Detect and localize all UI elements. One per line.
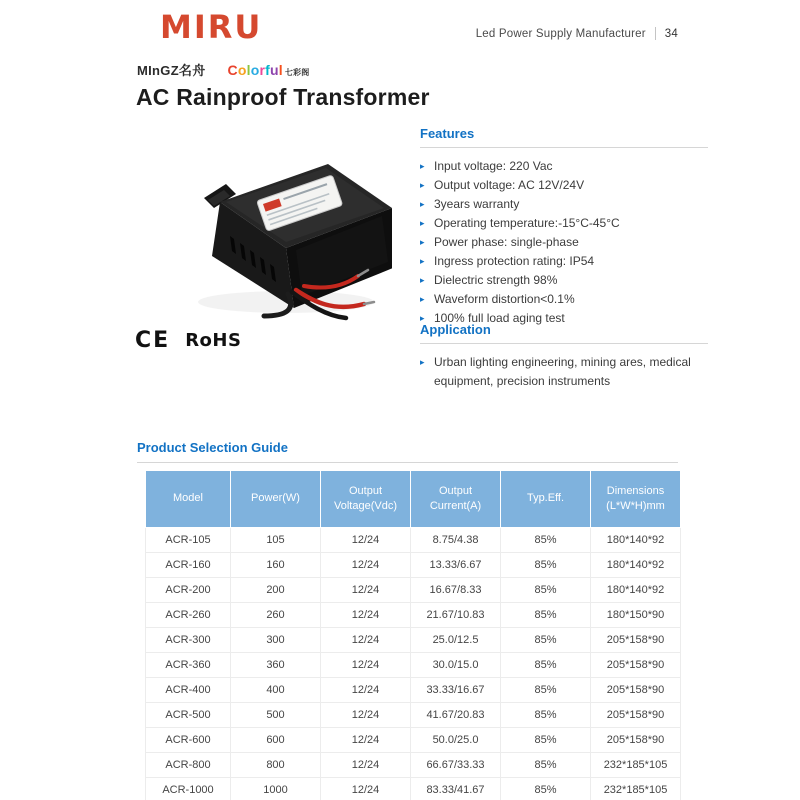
table-cell: 12/24 [321,778,411,800]
brand-row [137,60,309,79]
table-cell: 12/24 [321,528,411,553]
table-cell: 85% [501,678,591,703]
list-item-text: 3years warranty [434,197,520,211]
table-cell: 200 [231,578,321,603]
list-item [420,176,702,195]
table-header-row [146,471,681,528]
list-item [420,195,702,214]
table-cell: 180*140*92 [591,578,681,603]
header-divider [655,27,656,40]
brand-colorful-letter: o [237,62,247,78]
table-cell: 33.33/16.67 [411,678,501,703]
application-heading: Application [420,322,708,344]
brand-colorful-letter: l [246,62,251,78]
table-cell: 8.75/4.38 [411,528,501,553]
table-column-header: Output Current(A) [411,471,501,528]
brand-colorful-letter: l [278,62,283,78]
table-cell: 205*158*90 [591,653,681,678]
bullet-icon: ▸ [420,199,425,209]
table-cell: ACR-105 [146,528,231,553]
table-cell: ACR-260 [146,603,231,628]
rohs-mark: RoHS [185,330,242,351]
application-list [420,353,708,391]
list-item [420,233,702,252]
features-section [420,126,708,328]
table-cell: 66.67/33.33 [411,753,501,778]
table-cell: 232*185*105 [591,778,681,800]
list-item [420,157,702,176]
list-item-text: Waveform distortion<0.1% [434,292,575,306]
table-cell: 232*185*105 [591,753,681,778]
table-row [146,778,681,800]
table-cell: 12/24 [321,678,411,703]
bullet-icon: ▸ [420,275,425,285]
table-cell: 12/24 [321,653,411,678]
table-cell: 205*158*90 [591,678,681,703]
list-item [420,214,702,233]
table-cell: 85% [501,728,591,753]
bullet-icon: ▸ [420,180,425,190]
table-cell: 105 [231,528,321,553]
table-row [146,603,681,628]
selection-guide-table [145,470,681,800]
table-cell: 25.0/12.5 [411,628,501,653]
list-item [420,271,702,290]
list-item-text: Dielectric strength 98% [434,273,558,287]
table-row [146,553,681,578]
table-row [146,703,681,728]
table-cell: 360 [231,653,321,678]
table-cell: 500 [231,703,321,728]
list-item-text: Urban lighting engineering, mining ares, medical equipment, precision instruments [434,355,691,388]
table-cell: 30.0/15.0 [411,653,501,678]
page-title: AC Rainproof Transformer [136,84,430,110]
table-cell: 300 [231,628,321,653]
table-cell: 21.67/10.83 [411,603,501,628]
list-item [420,252,702,271]
table-row [146,653,681,678]
application-section [420,322,708,391]
brand-name-mingz: MInGZ名舟 [137,63,206,78]
table-cell: 205*158*90 [591,628,681,653]
table-cell: ACR-200 [146,578,231,603]
selection-guide-heading: Product Selection Guide [137,440,678,463]
table-cell: ACR-800 [146,753,231,778]
bullet-icon: ▸ [420,237,425,247]
table-cell: 85% [501,628,591,653]
features-heading: Features [420,126,708,148]
features-list [420,157,708,328]
table-row [146,753,681,778]
brand-colorful-letter: C [227,62,238,78]
table-cell: 85% [501,578,591,603]
table-cell: 85% [501,753,591,778]
table-cell: 180*140*92 [591,553,681,578]
list-item [420,290,702,309]
table-cell: 85% [501,653,591,678]
list-item-text: Output voltage: AC 12V/24V [434,178,585,192]
table-row [146,678,681,703]
header-tagline-row [476,27,678,40]
table-column-header: Dimensions (L*W*H)mm [591,471,681,528]
company-logo: MIRU [160,8,263,46]
brand-colorful-word [228,62,283,78]
brand-colorful-letter: u [270,62,279,78]
table-column-header: Typ.Eff. [501,471,591,528]
table-cell: 85% [501,553,591,578]
list-item-text: Power phase: single-phase [434,235,579,249]
bullet-icon: ▸ [420,161,425,171]
table-cell: 85% [501,603,591,628]
list-item-text: Operating temperature:-15°C-45°C [434,216,620,230]
table-cell: 12/24 [321,603,411,628]
table-cell: ACR-300 [146,628,231,653]
table-cell: 16.67/8.33 [411,578,501,603]
table-cell: 12/24 [321,753,411,778]
table-cell: 12/24 [321,553,411,578]
table-cell: ACR-600 [146,728,231,753]
table-cell: 41.67/20.83 [411,703,501,728]
table-cell: 83.33/41.67 [411,778,501,800]
table-row [146,628,681,653]
certification-row [135,328,241,353]
bullet-icon: ▸ [420,294,425,304]
product-photo [168,144,392,324]
bullet-icon: ▸ [420,256,425,266]
table-cell: 85% [501,528,591,553]
table-cell: 13.33/6.67 [411,553,501,578]
table-cell: ACR-400 [146,678,231,703]
list-item-text: 100% full load aging test [434,311,565,325]
table-cell: 180*140*92 [591,528,681,553]
table-cell: 85% [501,703,591,728]
table-cell: 160 [231,553,321,578]
bullet-icon: ▸ [420,357,425,367]
table-cell: 1000 [231,778,321,800]
table-cell: 180*150*90 [591,603,681,628]
table-cell: 260 [231,603,321,628]
header-tagline: Led Power Supply Manufacturer [475,27,646,40]
table-cell: ACR-500 [146,703,231,728]
table-cell: 600 [231,728,321,753]
list-item [420,353,702,391]
table-cell: ACR-160 [146,553,231,578]
table-column-header: Output Voltage(Vdc) [321,471,411,528]
table-row [146,528,681,553]
table-cell: 12/24 [321,628,411,653]
table-body [146,528,681,800]
table-cell: 205*158*90 [591,728,681,753]
brand-colorful-suffix: 七彩阁 [284,68,310,77]
brand-colorful-letter: o [250,62,260,78]
brand-colorful-letter: r [259,62,266,78]
bullet-icon: ▸ [420,218,425,228]
table-column-header: Model [146,471,231,528]
table-cell: 205*158*90 [591,703,681,728]
brand-colorful-letter: f [265,62,271,78]
table-cell: 12/24 [321,728,411,753]
bullet-icon: ▸ [420,313,425,323]
table-cell: 400 [231,678,321,703]
table-cell: 12/24 [321,703,411,728]
table-cell: 50.0/25.0 [411,728,501,753]
table-cell: 85% [501,778,591,800]
table-cell: 800 [231,753,321,778]
brand-name-colorful [228,62,310,78]
table-row [146,578,681,603]
table-cell: ACR-360 [146,653,231,678]
table-column-header: Power(W) [231,471,321,528]
table-row [146,728,681,753]
table-cell: 12/24 [321,578,411,603]
ce-mark: CE [135,328,171,353]
rainproof-transformer-illustration [168,144,392,324]
table-cell: ACR-1000 [146,778,231,800]
page-number: 34 [664,27,678,40]
list-item-text: Input voltage: 220 Vac [434,159,553,173]
list-item-text: Ingress protection rating: IP54 [434,254,595,268]
